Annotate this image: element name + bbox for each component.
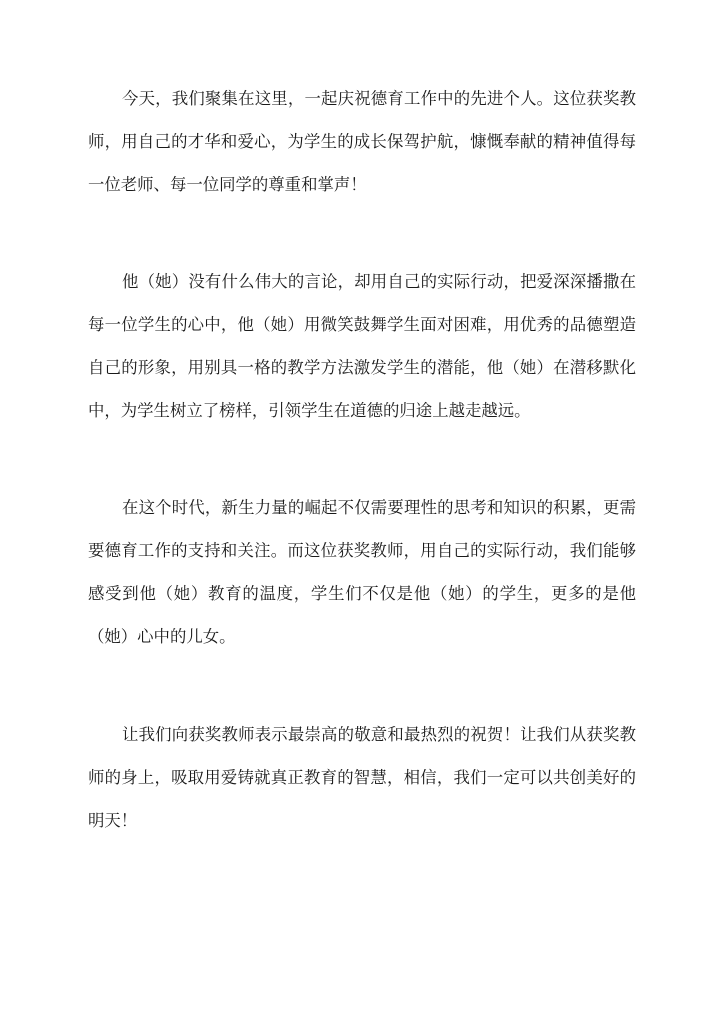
- paragraph-3: 在这个时代，新生力量的崛起不仅需要理性的思考和知识的积累，更需要德育工作的支持和关注。而这位获奖教师，用自己的实际行动，我们能够感受到他（她）教育的温度，学生们不仅是他（她）的学生，更多的是他（她）心中的儿女。: [88, 498, 636, 646]
- paragraph-2: 他（她）没有什么伟大的言论，却用自己的实际行动，把爱深深播撒在每一位学生的心中，他（她）用微笑鼓舞学生面对困难，用优秀的品德塑造自己的形象，用别具一格的教学方法激发学生的潜能，他（她）在潜移默化中，为学生树立了榜样，引领学生在道德的归途上越走越远。: [88, 272, 636, 420]
- paragraph-1: 今天，我们聚集在这里，一起庆祝德育工作中的先进个人。这位获奖教师，用自己的才华和爱心，为学生的成长保驾护航，慷慨奉献的精神值得每一位老师、每一位同学的尊重和掌声！: [88, 89, 636, 194]
- paragraph-4: 让我们向获奖教师表示最崇高的敬意和最热烈的祝贺！让我们从获奖教师的身上，吸取用爱铸就真正教育的智慧，相信，我们一定可以共创美好的明天！: [88, 725, 636, 830]
